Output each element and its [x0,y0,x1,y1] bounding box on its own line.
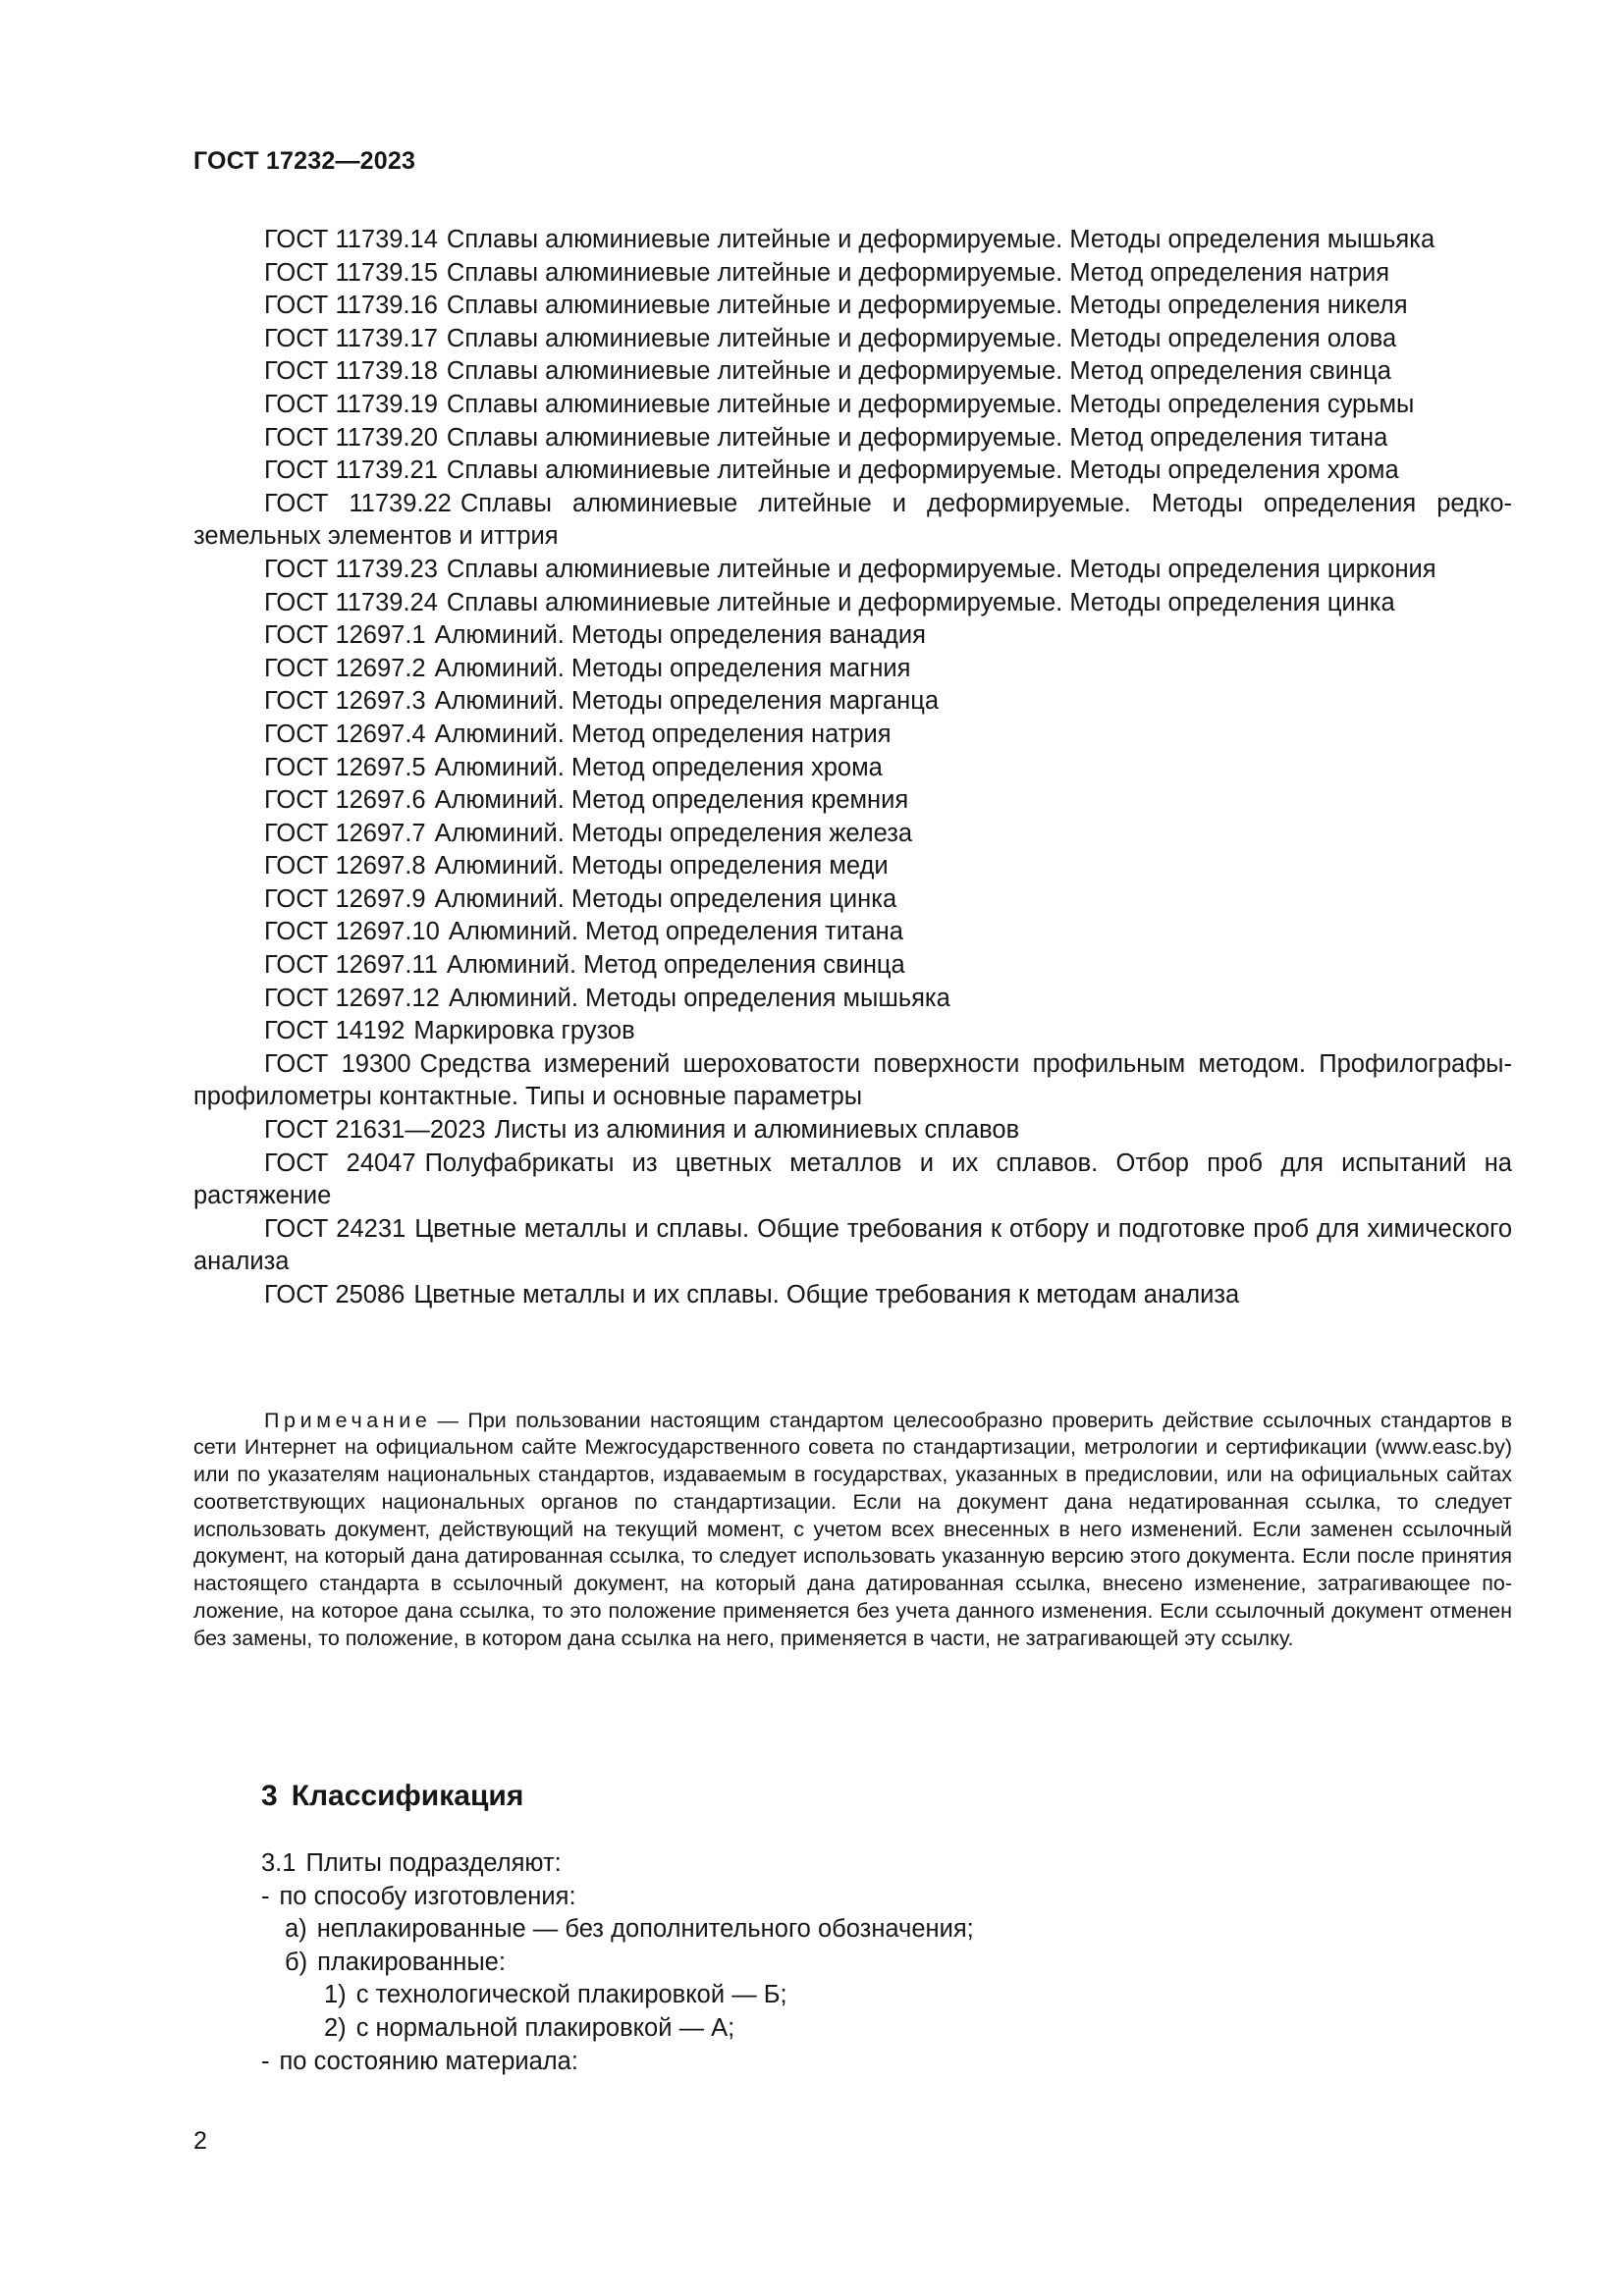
list-marker: б) [285,1948,308,1976]
list-item-text: с нормальной плакировкой — А; [355,2013,735,2042]
reference-entry [193,752,1512,785]
reference-title: Алюминий. Метод определения кремния [434,786,909,815]
reference-entry [193,685,1512,719]
reference-title: Алюминий. Метод определения натрия [434,720,892,748]
reference-entry [193,454,1512,488]
reference-entry [193,587,1512,620]
reference-entry [193,290,1512,323]
reference-title: Алюминий. Метод определения титана [448,918,903,946]
reference-entry [193,784,1512,818]
reference-entry [193,1148,1512,1213]
reference-code: ГОСТ 11739.16 [264,292,438,320]
reference-entry [193,1048,1512,1114]
reference-entry [193,257,1512,291]
classification-item [261,1847,974,1881]
note-label: Примечание [264,1408,432,1432]
reference-code: ГОСТ 12697.10 [264,918,440,946]
reference-entry [193,653,1512,686]
reference-title: Алюминий. Методы определения меди [434,852,889,881]
reference-title: Алюминий. Методы определения цинка [434,884,897,913]
reference-entry [193,949,1512,983]
reference-entry [193,355,1512,389]
reference-title: Листы из алюминия и алюминиевых сплавов [494,1116,1020,1145]
reference-title: Алюминий. Методы определения марганца [434,687,940,716]
reference-entry [193,719,1512,752]
reference-code: ГОСТ 12697.4 [264,720,426,748]
reference-code: ГОСТ 12697.5 [264,753,426,781]
reference-title: Сплавы алюминиевые литейные и деформируемые. Метод определения титана [446,423,1388,452]
reference-code: ГОСТ 11739.22 [264,489,452,517]
reference-entry [193,1015,1512,1048]
reference-code: ГОСТ 12697.1 [264,621,426,650]
reference-code: ГОСТ 11739.17 [264,324,438,352]
reference-code: ГОСТ 11739.23 [264,555,438,583]
reference-code: ГОСТ 11739.21 [264,456,438,485]
reference-code: ГОСТ 11739.20 [264,423,438,452]
classification-item [261,1913,974,1947]
reference-entry [193,1213,1512,1279]
reference-code: ГОСТ 21631—2023 [264,1116,486,1145]
list-marker: а) [285,1915,307,1944]
classification-list [261,1847,974,2078]
reference-code: ГОСТ 12697.11 [264,951,438,980]
normative-references-list [193,224,1512,1312]
reference-title: Алюминий. Методы определения магния [434,654,911,682]
section-number: 3 [261,1780,278,1812]
reference-entry [193,983,1512,1016]
reference-code: ГОСТ 14192 [264,1017,406,1045]
reference-code: ГОСТ 25086 [264,1281,406,1308]
list-item-text: по состоянию материала: [279,2047,578,2075]
reference-title: Алюминий. Методы определения железа [434,819,913,847]
reference-title: Сплавы алюминиевые литейные и деформируемые. Методы определения цинка [446,588,1395,616]
reference-code: ГОСТ 11739.18 [264,357,438,386]
reference-entry [193,883,1512,917]
reference-title: Сплавы алюминиевые литейные и деформируемые. Методы определения циркония [446,555,1436,583]
reference-entry [193,619,1512,653]
reference-code: ГОСТ 12697.2 [264,654,426,682]
classification-item [261,1947,974,1980]
reference-entry [193,488,1512,554]
reference-code: ГОСТ 11739.24 [264,588,438,616]
reference-code: ГОСТ 11739.14 [264,226,438,253]
reference-title: Сплавы алюминиевые литейные и деформируемые. Метод определения натрия [446,258,1390,287]
classification-item [261,2046,974,2079]
reference-title: Цветные металлы и их сплавы. Общие требования к методам анализа [413,1281,1240,1308]
reference-entry [193,1279,1512,1312]
reference-code: ГОСТ 12697.6 [264,786,426,815]
list-marker: 2) [324,2013,347,2042]
list-marker: - [261,1882,270,1910]
reference-title: Алюминий. Метод определения свинца [446,951,905,980]
reference-entry [193,554,1512,587]
reference-entry [193,850,1512,883]
classification-item [261,1979,974,2012]
list-item-text: плакированные: [317,1948,506,1976]
page-number: 2 [193,2127,207,2155]
reference-code: ГОСТ 11739.19 [264,390,438,418]
list-marker: 1) [324,1981,347,2009]
reference-code: ГОСТ 11739.15 [264,258,438,287]
reference-title: Сплавы алюминиевые литейные и деформируемые. Методы определения никеля [446,292,1408,320]
reference-title: Средства измерений шероховатости поверхности профильным методом. Профилографы-профилометры контактные. Типы и основные параметры [193,1049,1513,1111]
reference-title: Сплавы алюминиевые литейные и деформируемые. Метод определения свинца [446,357,1391,386]
reference-title: Сплавы алюминиевые литейные и деформируемые. Методы определения олова [446,324,1397,352]
reference-title: Алюминий. Методы определения ванадия [434,621,926,650]
reference-code: ГОСТ 12697.12 [264,984,440,1012]
reference-title: Алюминий. Методы определения мышьяка [448,984,950,1012]
reference-entry [193,916,1512,949]
list-item-text: по способу изготовления: [279,1882,576,1910]
reference-entry [193,818,1512,851]
classification-item [261,2012,974,2046]
document-header: ГОСТ 17232—2023 [193,147,416,175]
reference-code: ГОСТ 12697.3 [264,687,426,716]
reference-title: Маркировка грузов [413,1017,635,1045]
reference-entry [193,422,1512,455]
reference-entry [193,323,1512,356]
reference-title: Сплавы алюминиевые литейные и деформируемые. Методы определения хрома [446,456,1399,485]
reference-title: Полуфабрикаты из цветных металлов и их сплавов. Отбор проб для испытаний на растяжение [193,1148,1512,1210]
note-text: — При пользовании настоящим стандартом целесообразно проверить действие ссылочных стандартов в сети Интернет на официальном сайте Межгосударственного совета по стандартизации, метрологии и сертификации (www.easc.by) или по указателям национальных стандартов, издаваемым в государствах, указанных в предисловии, или на официальных сайтах соответствующих национальных органов по стандартизации. Если на документ дана недатированная ссылка, то следует использовать документ, действующий на текущий момент, с учетом всех внесенных в него изменений. Если заменен ссылочный документ, на который дана датированная ссылка, то следует использовать указанную версию этого документа. Если после принятия настоящего стандарта в ссылочный документ, на который дана датированная ссылка, внесено изменение, затрагивающее положение, на которое дана ссылка, то это положение применяется без учета данного изменения. Если ссылочный документ отменен без замены, то положение, в котором дана ссылка на него, применяется в части, не затрагивающей эту ссылку. [193,1408,1512,1650]
list-item-text: Плиты подразделяют: [305,1849,562,1877]
reference-code: ГОСТ 24047 [264,1148,416,1177]
list-marker: 3.1 [261,1849,297,1877]
section-heading [261,1780,523,1813]
note-paragraph [193,1408,1512,1653]
reference-code: ГОСТ 12697.9 [264,884,426,913]
reference-entry [193,1114,1512,1148]
reference-code: ГОСТ 12697.8 [264,852,426,881]
reference-entry [193,389,1512,422]
reference-entry [193,224,1512,257]
list-item-text: с технологической плакировкой — Б; [355,1981,787,2009]
reference-code: ГОСТ 12697.7 [264,819,426,847]
reference-title: Сплавы алюминиевые литейные и деформируемые. Методы определения редкоземельных элементов и иттрия [193,489,1512,551]
reference-title: Сплавы алюминиевые литейные и деформируемые. Методы определения мышьяка [446,226,1435,253]
reference-title: Алюминий. Метод определения хрома [434,753,883,781]
reference-title: Сплавы алюминиевые литейные и деформируемые. Методы определения сурьмы [446,390,1415,418]
reference-title: Цветные металлы и сплавы. Общие требования к отбору и подготовке проб для химического анализа [193,1214,1512,1276]
reference-code: ГОСТ 24231 [264,1214,406,1243]
section-title: Классификация [291,1780,524,1812]
list-marker: - [261,2047,270,2075]
list-item-text: неплакированные — без дополнительного обозначения; [316,1915,974,1944]
classification-item [261,1881,974,1914]
reference-code: ГОСТ 19300 [264,1049,411,1078]
